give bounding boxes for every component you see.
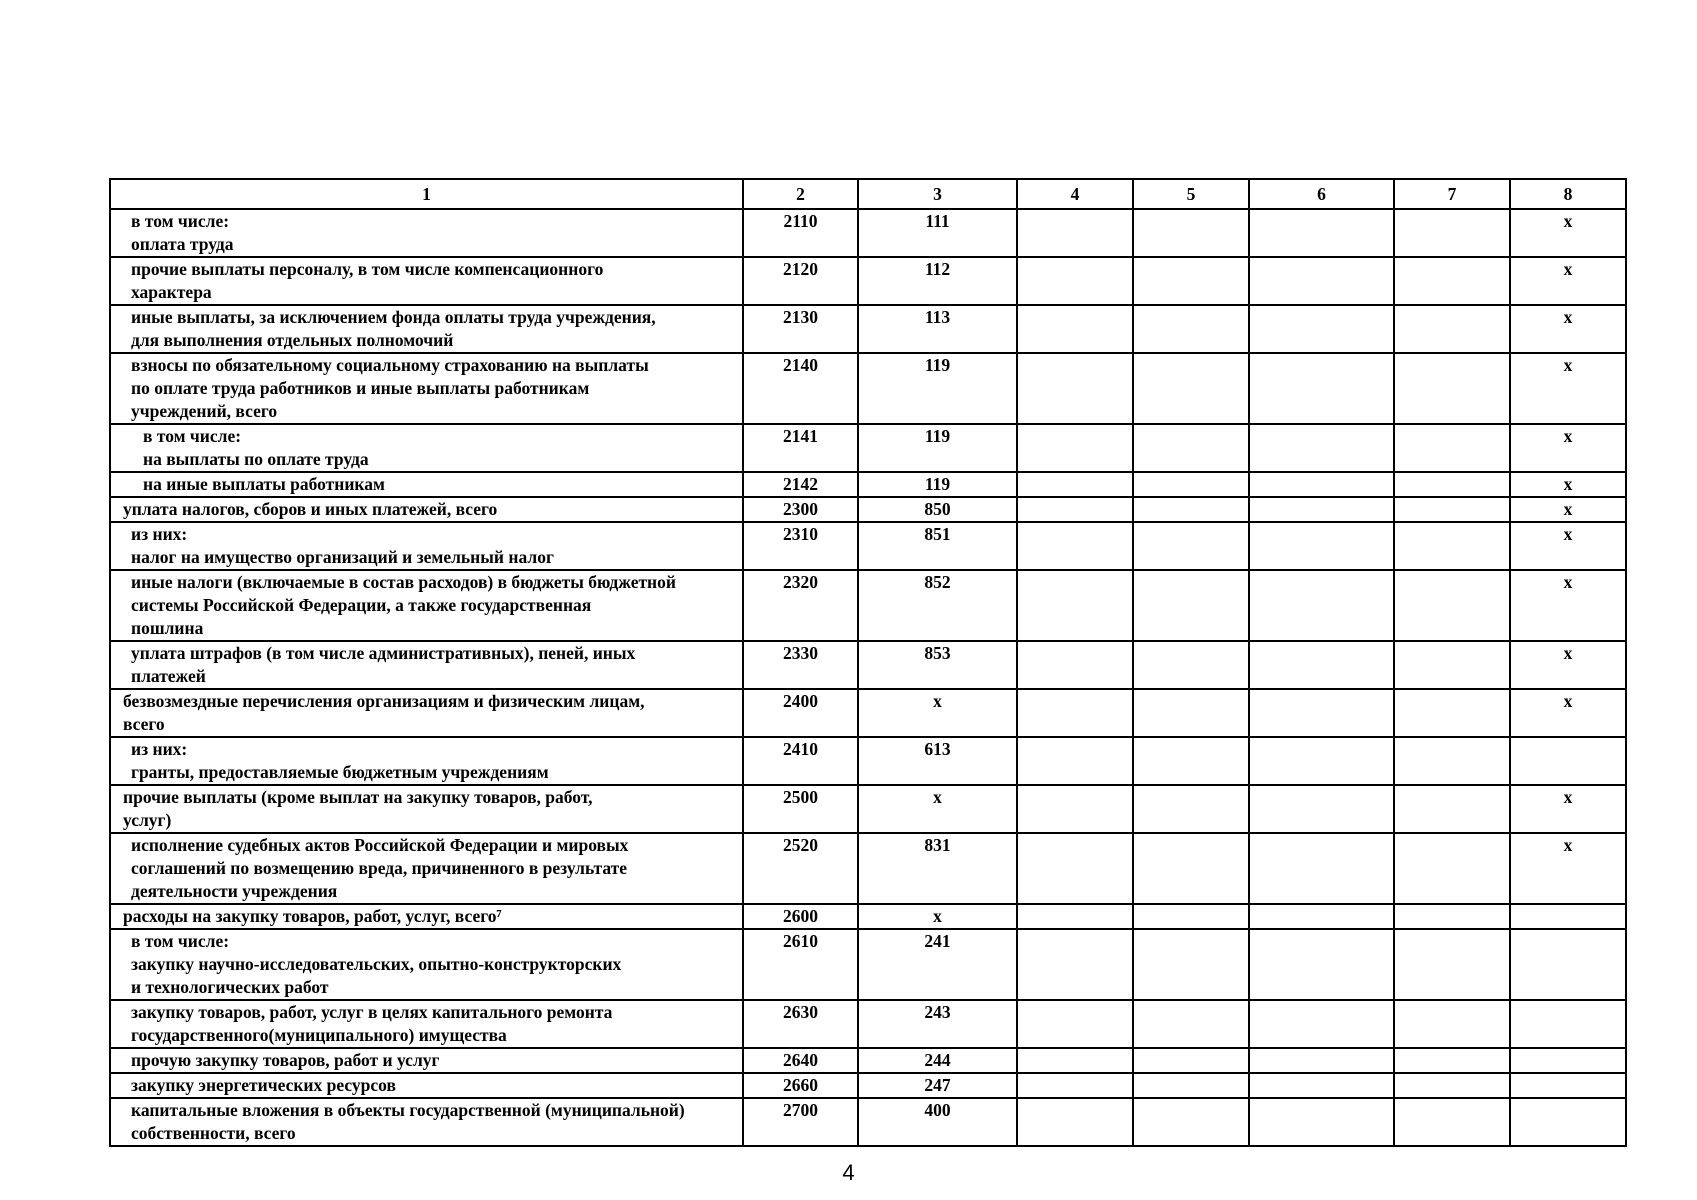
value-cell-col-5[interactable]	[1133, 1098, 1249, 1146]
value-cell-col-6[interactable]	[1249, 1098, 1394, 1146]
budget-classification-code: 111	[858, 209, 1017, 257]
description-line: иные налоги (включаемые в состав расходов) в бюджеты бюджетной	[131, 572, 676, 592]
value-cell-col-7[interactable]	[1394, 497, 1510, 522]
value-cell-col-5[interactable]	[1133, 689, 1249, 737]
table-row	[110, 305, 1626, 353]
description-line: капитальные вложения в объекты государственной (муниципальной)	[131, 1100, 685, 1120]
budget-classification-code: 112	[858, 257, 1017, 305]
value-cell-col-5[interactable]	[1133, 424, 1249, 472]
row-description	[110, 904, 743, 929]
budget-classification-code: 247	[858, 1073, 1017, 1098]
budget-classification-code: 400	[858, 1098, 1017, 1146]
value-cell-col-8[interactable]: х	[1510, 353, 1626, 424]
value-cell-col-6[interactable]	[1249, 737, 1394, 785]
row-code: 2630	[743, 1000, 858, 1048]
row-code: 2600	[743, 904, 858, 929]
value-cell-col-4[interactable]	[1017, 641, 1133, 689]
row-code: 2130	[743, 305, 858, 353]
value-cell-col-8[interactable]: х	[1510, 641, 1626, 689]
row-code: 2142	[743, 472, 858, 497]
table-row	[110, 689, 1626, 737]
budget-classification-code: 613	[858, 737, 1017, 785]
description-line: услуг)	[123, 810, 172, 830]
value-cell-col-7[interactable]	[1394, 570, 1510, 641]
table-row	[110, 1048, 1626, 1073]
row-description	[110, 785, 743, 833]
budget-classification-code: 852	[858, 570, 1017, 641]
value-cell-col-4[interactable]	[1017, 1000, 1133, 1048]
description-line: характера	[131, 282, 212, 302]
table-row	[110, 785, 1626, 833]
value-cell-col-7[interactable]	[1394, 257, 1510, 305]
row-description	[110, 305, 743, 353]
value-cell-col-8[interactable]: х	[1510, 424, 1626, 472]
description-line: пошлина	[131, 618, 204, 638]
value-cell-col-8[interactable]	[1510, 1073, 1626, 1098]
value-cell-col-4[interactable]	[1017, 209, 1133, 257]
value-cell-col-6[interactable]	[1249, 424, 1394, 472]
value-cell-col-5[interactable]	[1133, 904, 1249, 929]
value-cell-col-6[interactable]	[1249, 641, 1394, 689]
budget-classification-code: х	[858, 904, 1017, 929]
budget-classification-code: 241	[858, 929, 1017, 1000]
value-cell-col-7[interactable]	[1394, 1098, 1510, 1146]
value-cell-col-6[interactable]	[1249, 570, 1394, 641]
value-cell-col-6[interactable]	[1249, 257, 1394, 305]
description-line: в том числе:	[131, 211, 230, 231]
value-cell-col-7[interactable]	[1394, 1000, 1510, 1048]
value-cell-col-7[interactable]	[1394, 1048, 1510, 1073]
value-cell-col-5[interactable]	[1133, 737, 1249, 785]
value-cell-col-7[interactable]	[1394, 305, 1510, 353]
row-code: 2520	[743, 833, 858, 904]
expenditure-table	[109, 178, 1627, 1147]
description-line: по оплате труда работников и иные выплаты работникам	[131, 378, 590, 398]
column-header-5: 5	[1133, 179, 1249, 209]
row-description	[110, 689, 743, 737]
budget-classification-code: 853	[858, 641, 1017, 689]
value-cell-col-4[interactable]	[1017, 305, 1133, 353]
value-cell-col-8[interactable]	[1510, 1000, 1626, 1048]
value-cell-col-5[interactable]	[1133, 497, 1249, 522]
row-description	[110, 522, 743, 570]
value-cell-col-4[interactable]	[1017, 424, 1133, 472]
value-cell-col-6[interactable]	[1249, 209, 1394, 257]
value-cell-col-5[interactable]	[1133, 522, 1249, 570]
row-description	[110, 1098, 743, 1146]
value-cell-col-4[interactable]	[1017, 472, 1133, 497]
row-code: 2310	[743, 522, 858, 570]
value-cell-col-6[interactable]	[1249, 1048, 1394, 1073]
row-code: 2120	[743, 257, 858, 305]
description-line: в том числе:	[143, 426, 242, 446]
value-cell-col-5[interactable]	[1133, 305, 1249, 353]
description-line: исполнение судебных актов Российской Федерации и мировых	[131, 835, 629, 855]
value-cell-col-8[interactable]: х	[1510, 522, 1626, 570]
value-cell-col-6[interactable]	[1249, 929, 1394, 1000]
table-row	[110, 904, 1626, 929]
value-cell-col-4[interactable]	[1017, 737, 1133, 785]
description-line: прочие выплаты персоналу, в том числе компенсационного	[131, 259, 604, 279]
row-description	[110, 641, 743, 689]
value-cell-col-7[interactable]	[1394, 785, 1510, 833]
table-row	[110, 353, 1626, 424]
description-line: государственного(муниципального) имущества	[131, 1025, 507, 1045]
description-line: из них:	[131, 524, 188, 544]
value-cell-col-7[interactable]	[1394, 424, 1510, 472]
description-line: из них:	[131, 739, 188, 759]
value-cell-col-6[interactable]	[1249, 522, 1394, 570]
description-line: учреждений, всего	[131, 401, 278, 421]
value-cell-col-6[interactable]	[1249, 472, 1394, 497]
row-description	[110, 424, 743, 472]
description-line: для выполнения отдельных полномочий	[131, 330, 454, 350]
description-line: иные выплаты, за исключением фонда оплаты труда учреждения,	[131, 307, 656, 327]
description-line: деятельности учреждения	[131, 881, 338, 901]
value-cell-col-5[interactable]	[1133, 929, 1249, 1000]
value-cell-col-4[interactable]	[1017, 904, 1133, 929]
value-cell-col-7[interactable]	[1394, 833, 1510, 904]
value-cell-col-4[interactable]	[1017, 1048, 1133, 1073]
value-cell-col-7[interactable]	[1394, 522, 1510, 570]
row-code: 2610	[743, 929, 858, 1000]
table-row	[110, 257, 1626, 305]
budget-classification-code: 119	[858, 424, 1017, 472]
value-cell-col-4[interactable]	[1017, 522, 1133, 570]
value-cell-col-4[interactable]	[1017, 257, 1133, 305]
description-line: в том числе:	[131, 931, 230, 951]
value-cell-col-8[interactable]: х	[1510, 785, 1626, 833]
value-cell-col-5[interactable]	[1133, 209, 1249, 257]
value-cell-col-7[interactable]	[1394, 353, 1510, 424]
table-row	[110, 1098, 1626, 1146]
row-code: 2330	[743, 641, 858, 689]
value-cell-col-8[interactable]: х	[1510, 257, 1626, 305]
description-line: соглашений по возмещению вреда, причиненного в результате	[131, 858, 628, 878]
row-code: 2400	[743, 689, 858, 737]
value-cell-col-8[interactable]: х	[1510, 209, 1626, 257]
header-row	[110, 179, 1626, 209]
description-line: закупку энергетических ресурсов	[131, 1075, 396, 1095]
value-cell-col-5[interactable]	[1133, 570, 1249, 641]
description-line: закупку научно-исследовательских, опытно-конструкторских	[131, 954, 622, 974]
table-row	[110, 1073, 1626, 1098]
value-cell-col-7[interactable]	[1394, 904, 1510, 929]
description-line: уплата налогов, сборов и иных платежей, всего	[123, 499, 498, 519]
budget-classification-code: х	[858, 785, 1017, 833]
table-body	[110, 209, 1626, 1146]
budget-classification-code: 113	[858, 305, 1017, 353]
budget-classification-code: 851	[858, 522, 1017, 570]
table-row	[110, 833, 1626, 904]
table-row	[110, 737, 1626, 785]
value-cell-col-5[interactable]	[1133, 1048, 1249, 1073]
column-header-8: 8	[1510, 179, 1626, 209]
value-cell-col-5[interactable]	[1133, 1073, 1249, 1098]
row-description	[110, 1073, 743, 1098]
value-cell-col-4[interactable]	[1017, 1073, 1133, 1098]
table-row	[110, 424, 1626, 472]
description-line: безвозмездные перечисления организациям и физическим лицам,	[123, 691, 645, 711]
row-description	[110, 257, 743, 305]
column-header-3: 3	[858, 179, 1017, 209]
description-line: платежей	[131, 666, 206, 686]
value-cell-col-4[interactable]	[1017, 929, 1133, 1000]
row-code: 2300	[743, 497, 858, 522]
description-line: и технологических работ	[131, 977, 329, 997]
row-description	[110, 929, 743, 1000]
description-line: налог на имущество организаций и земельный налог	[131, 547, 554, 567]
description-line: закупку товаров, работ, услуг в целях капитального ремонта	[131, 1002, 613, 1022]
description-line: на иные выплаты работникам	[143, 474, 385, 494]
value-cell-col-6[interactable]	[1249, 904, 1394, 929]
value-cell-col-7[interactable]	[1394, 737, 1510, 785]
document-sheet	[109, 178, 1625, 1147]
row-code: 2140	[743, 353, 858, 424]
description-line: уплата штрафов (в том числе административных), пеней, иных	[131, 643, 636, 663]
table-row	[110, 497, 1626, 522]
row-code: 2500	[743, 785, 858, 833]
value-cell-col-8[interactable]	[1510, 904, 1626, 929]
row-description	[110, 1048, 743, 1073]
value-cell-col-6[interactable]	[1249, 497, 1394, 522]
budget-classification-code: 850	[858, 497, 1017, 522]
budget-classification-code: 243	[858, 1000, 1017, 1048]
value-cell-col-4[interactable]	[1017, 497, 1133, 522]
value-cell-col-4[interactable]	[1017, 785, 1133, 833]
table-row	[110, 929, 1626, 1000]
value-cell-col-6[interactable]	[1249, 1000, 1394, 1048]
description-line: взносы по обязательному социальному страхованию на выплаты	[131, 355, 649, 375]
row-description	[110, 833, 743, 904]
description-line: прочие выплаты (кроме выплат на закупку товаров, работ,	[123, 787, 593, 807]
value-cell-col-6[interactable]	[1249, 353, 1394, 424]
value-cell-col-4[interactable]	[1017, 689, 1133, 737]
column-header-4: 4	[1017, 179, 1133, 209]
table-row	[110, 209, 1626, 257]
value-cell-col-8[interactable]: х	[1510, 833, 1626, 904]
column-header-1: 1	[110, 179, 743, 209]
value-cell-col-4[interactable]	[1017, 1098, 1133, 1146]
value-cell-col-5[interactable]	[1133, 257, 1249, 305]
column-header-7: 7	[1394, 179, 1510, 209]
row-description	[110, 497, 743, 522]
value-cell-col-7[interactable]	[1394, 472, 1510, 497]
value-cell-col-7[interactable]	[1394, 209, 1510, 257]
row-description	[110, 1000, 743, 1048]
value-cell-col-6[interactable]	[1249, 833, 1394, 904]
row-code: 2640	[743, 1048, 858, 1073]
value-cell-col-6[interactable]	[1249, 689, 1394, 737]
value-cell-col-8[interactable]	[1510, 1048, 1626, 1073]
value-cell-col-8[interactable]: х	[1510, 570, 1626, 641]
description-line: оплата труда	[131, 234, 234, 254]
row-description	[110, 737, 743, 785]
budget-classification-code: 119	[858, 353, 1017, 424]
value-cell-col-5[interactable]	[1133, 1000, 1249, 1048]
row-code: 2410	[743, 737, 858, 785]
description-line: гранты, предоставляемые бюджетным учреждениям	[131, 762, 549, 782]
value-cell-col-8[interactable]	[1510, 929, 1626, 1000]
budget-classification-code: х	[858, 689, 1017, 737]
value-cell-col-5[interactable]	[1133, 785, 1249, 833]
value-cell-col-8[interactable]: х	[1510, 689, 1626, 737]
column-header-2: 2	[743, 179, 858, 209]
value-cell-col-5[interactable]	[1133, 353, 1249, 424]
row-description	[110, 472, 743, 497]
value-cell-col-8[interactable]	[1510, 1098, 1626, 1146]
value-cell-col-5[interactable]	[1133, 472, 1249, 497]
value-cell-col-6[interactable]	[1249, 305, 1394, 353]
value-cell-col-8[interactable]: х	[1510, 305, 1626, 353]
budget-classification-code: 831	[858, 833, 1017, 904]
value-cell-col-8[interactable]: х	[1510, 472, 1626, 497]
budget-classification-code: 244	[858, 1048, 1017, 1073]
description-line: на выплаты по оплате труда	[143, 449, 369, 469]
page-number: 4	[842, 1160, 855, 1185]
row-code: 2141	[743, 424, 858, 472]
table-row	[110, 1000, 1626, 1048]
description-line: системы Российской Федерации, а также государственная	[131, 595, 592, 615]
value-cell-col-7[interactable]	[1394, 1073, 1510, 1098]
value-cell-col-6[interactable]	[1249, 785, 1394, 833]
description-line: прочую закупку товаров, работ и услуг	[131, 1050, 440, 1070]
value-cell-col-4[interactable]	[1017, 833, 1133, 904]
table-row	[110, 522, 1626, 570]
table-row	[110, 641, 1626, 689]
value-cell-col-4[interactable]	[1017, 570, 1133, 641]
row-description	[110, 353, 743, 424]
value-cell-col-4[interactable]	[1017, 353, 1133, 424]
row-description	[110, 570, 743, 641]
row-code: 2110	[743, 209, 858, 257]
budget-classification-code: 119	[858, 472, 1017, 497]
value-cell-col-7[interactable]	[1394, 641, 1510, 689]
table-row	[110, 570, 1626, 641]
description-line: собственности, всего	[131, 1123, 296, 1143]
row-description	[110, 209, 743, 257]
description-line: расходы на закупку товаров, работ, услуг, всего⁷	[123, 906, 502, 926]
value-cell-col-8[interactable]: х	[1510, 497, 1626, 522]
value-cell-col-5[interactable]	[1133, 833, 1249, 904]
row-code: 2700	[743, 1098, 858, 1146]
table-row	[110, 472, 1626, 497]
value-cell-col-7[interactable]	[1394, 929, 1510, 1000]
value-cell-col-8[interactable]	[1510, 737, 1626, 785]
column-header-6: 6	[1249, 179, 1394, 209]
row-code: 2660	[743, 1073, 858, 1098]
description-line: всего	[123, 714, 165, 734]
value-cell-col-7[interactable]	[1394, 689, 1510, 737]
row-code: 2320	[743, 570, 858, 641]
value-cell-col-6[interactable]	[1249, 1073, 1394, 1098]
value-cell-col-5[interactable]	[1133, 641, 1249, 689]
